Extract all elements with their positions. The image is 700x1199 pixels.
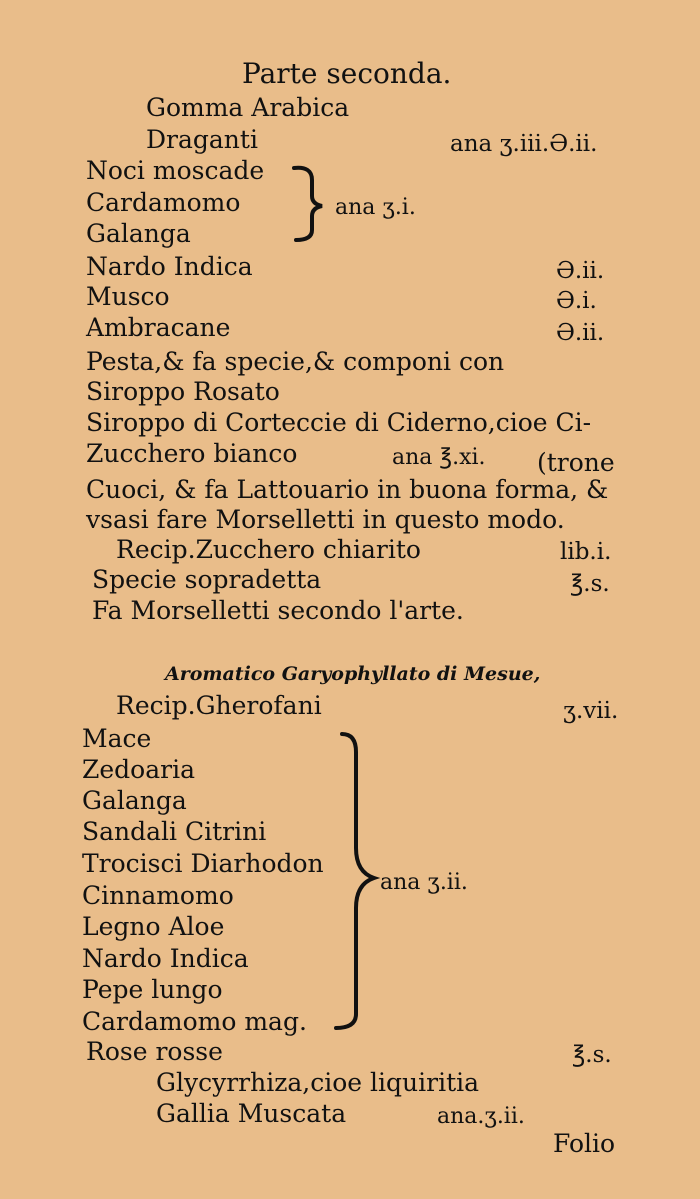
ingredient-line: Sandali Citrini — [82, 817, 267, 846]
ingredient-line: Specie sopradetta — [92, 565, 322, 594]
ingredient-line: Gomma Arabica — [146, 93, 350, 122]
text-line: (trone — [537, 448, 615, 477]
text-line: Pesta,& fa specie,& componi con — [86, 347, 505, 376]
ingredient-line: Cardamomo — [86, 188, 241, 217]
text-line: Zucchero bianco — [86, 439, 298, 468]
text-line: Siroppo di Corteccie di Ciderno,cioe Ci- — [86, 408, 592, 437]
ingredient-line: Fa Morselletti secondo l'arte. — [92, 596, 464, 625]
brace-icon — [290, 162, 330, 244]
ingredient-line: Cardamomo mag. — [82, 1007, 307, 1036]
ingredient-line: Noci moscade — [86, 156, 265, 185]
ingredient-line: Ambracane — [86, 313, 231, 342]
ingredient-line: Gallia Muscata — [156, 1099, 347, 1128]
dose-label: ana.ʒ.ii. — [437, 1104, 525, 1129]
text-line: Cuoci, & fa Lattouario in buona forma, & — [86, 475, 609, 504]
ingredient-line: Galanga — [86, 219, 191, 248]
ingredient-line: Zedoaria — [82, 755, 195, 784]
ingredient-line: Trocisci Diarhodon — [82, 849, 324, 878]
dose-label: ana ℥.xi. — [392, 445, 486, 470]
ingredient-line: Mace — [82, 724, 152, 753]
ingredient-line: Recip.Zucchero chiarito — [116, 535, 421, 564]
dose-label: ℥.s. — [570, 571, 610, 597]
ingredient-line: Draganti — [146, 125, 258, 154]
ingredient-line: Rose rosse — [86, 1037, 223, 1066]
ingredient-line: Galanga — [82, 786, 187, 815]
text-line: Siroppo Rosato — [86, 377, 280, 406]
ingredient-line: Legno Aloe — [82, 912, 225, 941]
dose-label: ʒ.vii. — [563, 698, 619, 724]
group-dose-label: ana ʒ.i. — [335, 195, 416, 220]
ingredient-line: Cinnamomo — [82, 881, 234, 910]
ingredient-line: Recip.Gherofani — [116, 691, 322, 720]
dose-label: Ə.ii. — [556, 320, 605, 346]
dose-label: ℥.s. — [572, 1042, 612, 1068]
running-title: Parte seconda. — [242, 57, 452, 90]
dose-label: Ə.i. — [556, 288, 597, 314]
ingredient-line: Musco — [86, 282, 170, 311]
dose-label: Ə.ii. — [556, 258, 605, 284]
brace-icon — [330, 728, 380, 1034]
ingredient-line: Pepe lungo — [82, 975, 223, 1004]
text-line: vsasi fare Morselletti in questo modo. — [86, 505, 565, 534]
ingredient-line: Nardo Indica — [82, 944, 249, 973]
dose-label: lib.i. — [560, 539, 612, 565]
ingredient-line: Nardo Indica — [86, 252, 253, 281]
dose-label: ana ʒ.iii.Ə.ii. — [450, 131, 598, 157]
recipe-title: Aromatico Garyophyllato di Mesue, — [165, 663, 541, 685]
catchword: Folio — [553, 1129, 616, 1158]
ingredient-line: Glycyrrhiza,cioe liquiritia — [156, 1068, 480, 1097]
group-dose-label: ana ʒ.ii. — [380, 870, 468, 895]
